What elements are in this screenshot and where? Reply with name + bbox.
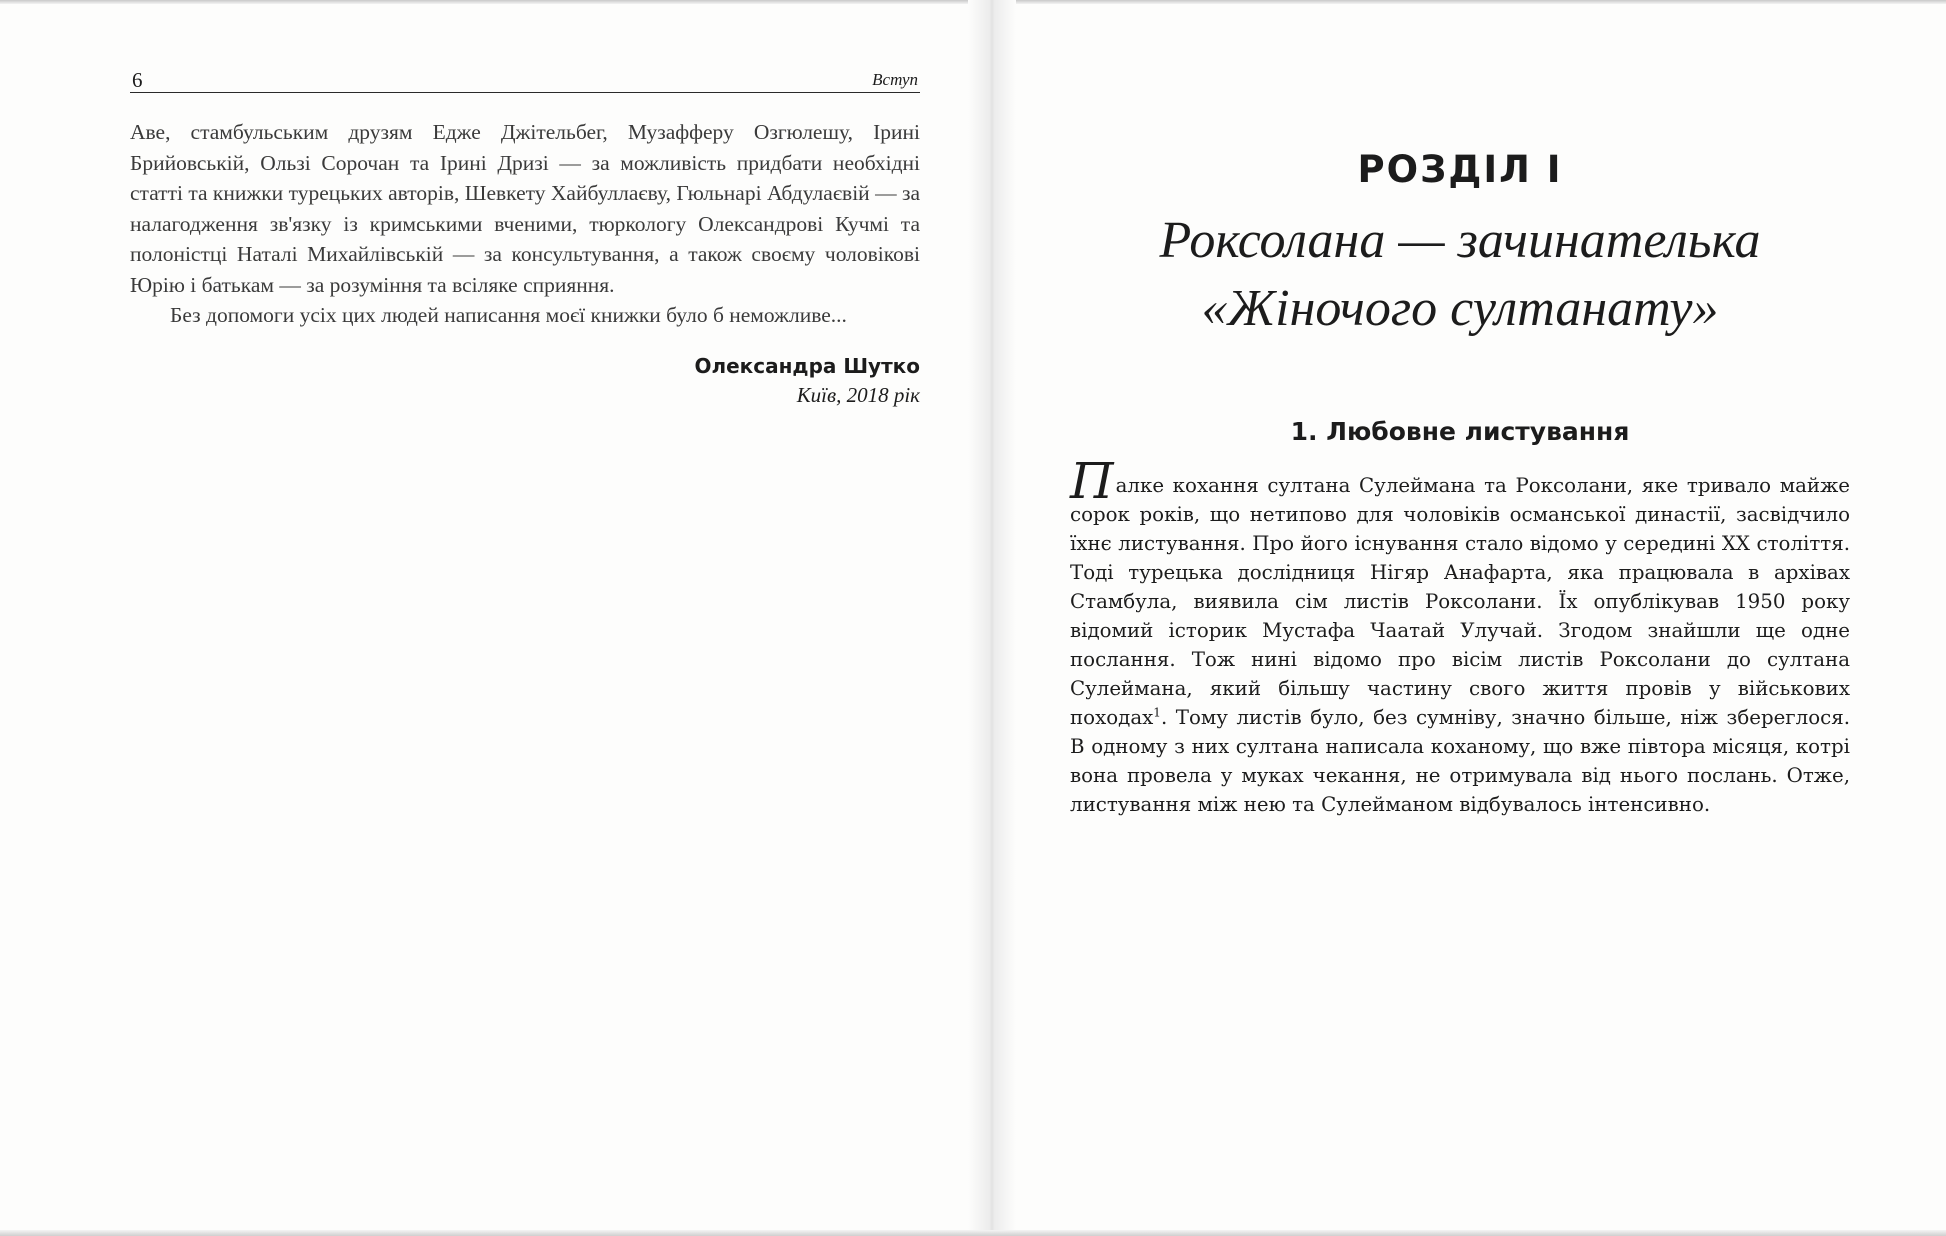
page-edge-bottom [0,1230,1946,1236]
paragraph-1-text-b: . Тому листів було, без сумніву, значно більше, ніж збереглося. В одному з них султана написала коханому, що вже півтора місяця, котрі вона провела у муках чекання, не отримувала від нього послань. Отже, листування між нею та Сулейманом відбувалось інтенсивно. [1070,706,1850,816]
subsection-heading: 1. Любовне листування [1290,417,1630,446]
running-head [130,66,920,93]
page-number: 6 [132,68,143,92]
chapter-body [1070,452,1850,819]
book-gutter [968,0,1016,1236]
left-page-text [130,117,920,409]
acknowledgements-paragraph: Аве, стамбульським друзям Едже Джітельбег, Музафферу Озгюлешу, Ірині Брийовській, Ользі Сорочан та Ірині Дризі — за можливість придбати необхідні статті та книжки турецьких авторів, Шевкету Хайбуллаєву, Гюльнарі Абдулаєвій — за налагодження зв'язку із кримськими вченими, тюркологу Олександрові Кучмі та полоністці Наталі Михайлівській — за консультування, а також своєму чоловікові Юрію і батькам — за розуміння та всіляке сприяння. [130,120,920,297]
left-page [130,66,920,1166]
paragraph-1-text-a: алке кохання султана Сулеймана та Роксолани, яке тривало майже сорок років, що нетипово для чоловіків османської династії, засвідчило їхнє листування. Про його існування стало відомо у середині XX століття. Тоді турецька дослідниця Нігяр Анафарта, яка працювала в архівах Стамбула, виявила сім листів Роксолани. Їх опублікував 1950 року відомий історик Мустафа Чаатай Улучай. Згодом знайшли ще одне послання. Тож нині відомо про вісім листів Роксолани до султана Сулеймана, який більшу частину свого життя провів у військових походах [1070,474,1850,729]
signature-block [130,351,920,409]
author-name: Олександра Шутко [694,353,920,378]
running-section-title: Вступ [872,70,918,89]
closing-paragraph: Без допомоги усіх цих людей написання моєї книжки було б неможливе... [170,303,847,327]
place-year: Київ, 2018 рік [796,382,920,407]
body-paragraph-1 [1070,452,1850,819]
footnote-marker-1[interactable]: 1 [1153,705,1161,720]
chapter-title-line-1: Роксолана — зачинателька [1159,212,1761,269]
chapter-title [1070,207,1850,343]
chapter-label: РОЗДІЛ І [1357,148,1563,191]
right-page [1070,140,1850,1190]
drop-cap: П [1070,452,1114,510]
chapter-title-line-2: «Жіночого султанату» [1201,280,1719,337]
